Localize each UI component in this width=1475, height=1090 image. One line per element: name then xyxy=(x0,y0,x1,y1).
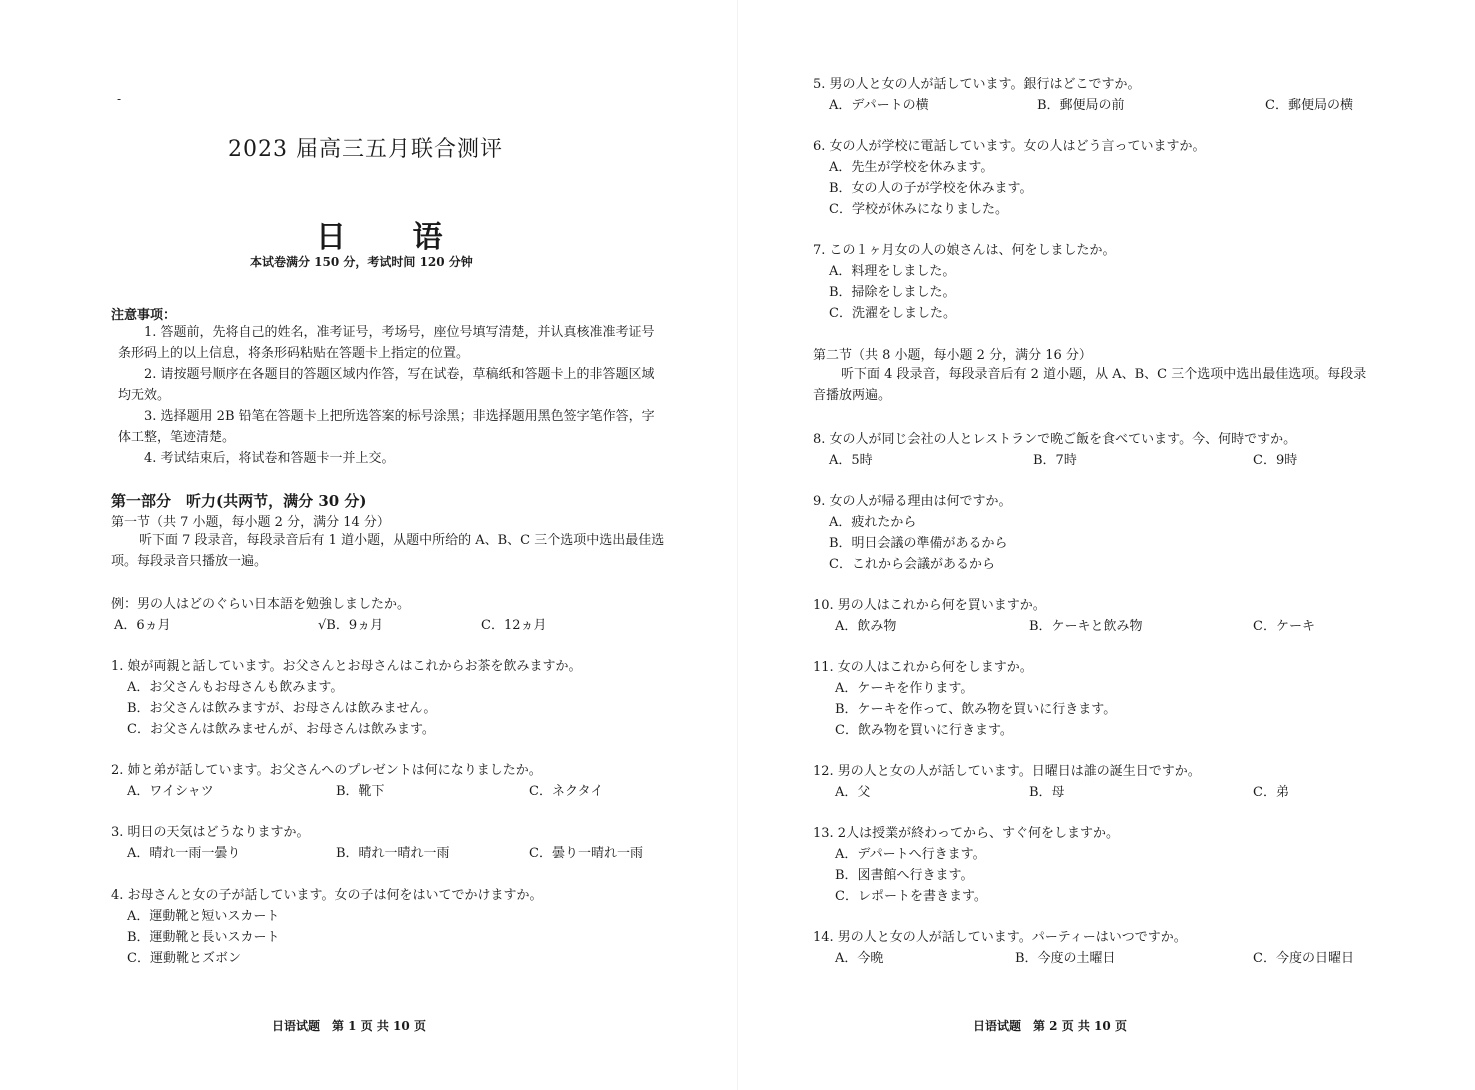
question-stem: 10. 男の人はこれから何を買いますか。 xyxy=(813,598,1046,613)
option-c: C．弟 xyxy=(1253,785,1289,800)
question-stem: 9. 女の人が帰る理由は何ですか。 xyxy=(813,494,1012,509)
question-12 xyxy=(813,761,1453,803)
option-c: C．これから会議があるから xyxy=(829,557,995,572)
question-2 xyxy=(111,760,711,802)
option-b: B．図書館へ行きます。 xyxy=(835,868,974,883)
question-9 xyxy=(813,491,1453,575)
question-3 xyxy=(111,822,711,864)
option-c: C．運動靴とズボン xyxy=(127,951,241,966)
question-stem: 11. 女の人はこれから何をしますか。 xyxy=(813,660,1033,675)
option-a: A．先生が学校を休みます。 xyxy=(829,160,994,175)
notice-heading: 注意事项： xyxy=(111,308,177,323)
page-footer: 日语试题 第 1 页 共 10 页 xyxy=(272,1019,426,1033)
question-stem: 13. 2人は授業が終わってから、すぐ何をしますか。 xyxy=(813,826,1119,841)
option-a: A．デパートの横 xyxy=(829,98,929,113)
question-13 xyxy=(813,823,1453,907)
option-c: C．学校が休みになりました。 xyxy=(829,202,1008,217)
question-7 xyxy=(813,240,1453,324)
option-b: √B．9ヵ月 xyxy=(318,618,384,633)
option-c: C．郵便局の横 xyxy=(1265,98,1353,113)
question-stem: 14. 男の人と女の人が話しています。パーティーはいつですか。 xyxy=(813,930,1187,945)
question-1 xyxy=(111,656,711,740)
section-heading: 第二节（共 8 小题，每小题 2 分，满分 16 分） xyxy=(813,348,1092,363)
option-c: C．12ヵ月 xyxy=(481,618,547,633)
section-instructions: 听下面 4 段录音，每段录音后有 2 道小题，从 A、B、C 三个选项中选出最佳选项。每段录音播放两遍。 xyxy=(813,367,1367,403)
exam-title: 2023 届高三五月联合测评 xyxy=(228,137,503,162)
question-stem: 7. この１ヶ月女の人の娘さんは、何をしましたか。 xyxy=(813,243,1116,258)
option-b: B．今度の土曜日 xyxy=(1015,951,1116,966)
option-b: B．靴下 xyxy=(336,784,385,799)
option-a: A．ケーキを作ります。 xyxy=(835,681,974,696)
question-stem: 8. 女の人が同じ会社の人とレストランで晩ご飯を食べています。今、何時ですか。 xyxy=(813,432,1297,447)
question-stem: 3. 明日の天気はどうなりますか。 xyxy=(111,825,310,840)
exam-subject: 日 语 xyxy=(316,220,471,255)
option-a: A．今晩 xyxy=(835,951,884,966)
question-stem: 1. 娘が両親と話しています。お父さんとお母さんはこれからお茶を飲みますか。 xyxy=(111,659,582,674)
question-5 xyxy=(813,74,1453,116)
option-b: B．ケーキと飲み物 xyxy=(1029,619,1143,634)
page-footer: 日语试题 第 2 页 共 10 页 xyxy=(973,1019,1127,1033)
option-b: B．女の人の子が学校を休みます。 xyxy=(829,181,1033,196)
option-a: A．お父さんもお母さんも飲みます。 xyxy=(127,680,344,695)
question-14 xyxy=(813,927,1453,969)
option-b: B．明日会議の準備があるから xyxy=(829,536,1008,551)
option-c: C．飲み物を買いに行きます。 xyxy=(835,723,1013,738)
section-heading: 第一节（共 7 小题，每小题 2 分，满分 14 分） xyxy=(111,515,390,530)
option-c: C．曇り一晴れ一雨 xyxy=(529,846,643,861)
option-a: A．晴れ一雨一曇り xyxy=(127,846,241,861)
option-a: A．料理をしました。 xyxy=(829,264,956,279)
section-instructions: 听下面 7 段录音，每段录音后有 1 道小题，从题中所给的 A、B、C 三个选项中选出最佳选项。每段录音只播放一遍。 xyxy=(111,533,665,569)
option-a: A．疲れたから xyxy=(829,515,917,530)
question-stem: 4. お母さんと女の子が話しています。女の子は何をはいてでかけますか。 xyxy=(111,888,543,903)
question-11 xyxy=(813,657,1453,741)
option-a: A．父 xyxy=(835,785,871,800)
exam-meta: 本试卷满分 150 分，考试时间 120 分钟 xyxy=(250,255,473,269)
question-4 xyxy=(111,885,711,969)
notice-item: 3. 选择题用 2B 铅笔在答题卡上把所选答案的标号涂黑；非选择题用黑色签字笔作答，字体工整，笔迹清楚。 xyxy=(118,409,655,445)
scan-mark: - xyxy=(117,92,122,106)
question-stem: 6. 女の人が学校に電話しています。女の人はどう言っていますか。 xyxy=(813,139,1206,154)
option-b: B．運動靴と長いスカート xyxy=(127,930,280,945)
option-c: C．レポートを書きます。 xyxy=(835,889,987,904)
option-a: A．5時 xyxy=(829,453,873,468)
option-a: A．6ヵ月 xyxy=(114,618,171,633)
option-a: A．ワイシャツ xyxy=(127,784,214,799)
notice-item: 1. 答题前，先将自己的姓名，准考证号，考场号，座位号填写清楚，并认真核准准考证号条形码上的以上信息，将条形码粘贴在答题卡上指定的位置。 xyxy=(118,325,655,361)
question-stem: 2. 姉と弟が話しています。お父さんへのプレゼントは何になりましたか。 xyxy=(111,763,542,778)
question-6 xyxy=(813,136,1453,220)
question-stem: 5. 男の人と女の人が話しています。銀行はどこですか。 xyxy=(813,77,1141,92)
option-c: C．今度の日曜日 xyxy=(1253,951,1354,966)
option-a: A．飲み物 xyxy=(835,619,897,634)
example-question xyxy=(111,594,711,636)
option-c: C．ネクタイ xyxy=(529,784,604,799)
notice-item: 4. 考试结束后，将试卷和答题卡一并上交。 xyxy=(144,451,395,466)
option-b: B．掃除をしました。 xyxy=(829,285,956,300)
option-a: A．運動靴と短いスカート xyxy=(127,909,280,924)
option-c: C．洗濯をしました。 xyxy=(829,306,956,321)
notice-item: 2. 请按题号顺序在各题目的答题区域内作答，写在试卷，草稿纸和答题卡上的非答题区域均无效。 xyxy=(118,367,655,403)
option-b: B．郵便局の前 xyxy=(1037,98,1125,113)
question-10 xyxy=(813,595,1453,637)
option-b: B．お父さんは飲みますが、お母さんは飲みません。 xyxy=(127,701,437,716)
option-c: C．9時 xyxy=(1253,453,1298,468)
option-c: C．お父さんは飲みませんが、お母さんは飲みます。 xyxy=(127,722,435,737)
option-a: A．デパートへ行きます。 xyxy=(835,847,986,862)
exam-page-1 xyxy=(0,0,737,1090)
question-stem: 12. 男の人と女の人が話しています。日曜日は誰の誕生日ですか。 xyxy=(813,764,1201,779)
part-heading: 第一部分 听力(共两节，满分 30 分) xyxy=(111,492,367,510)
option-b: B．母 xyxy=(1029,785,1065,800)
option-b: B．7時 xyxy=(1033,453,1077,468)
option-b: B．ケーキを作って、飲み物を買いに行きます。 xyxy=(835,702,1117,717)
exam-page-2 xyxy=(737,0,1475,1090)
question-stem: 例：男の人はどのぐらい日本語を勉強しましたか。 xyxy=(111,597,411,612)
option-b: B．晴れ一晴れ一雨 xyxy=(336,846,450,861)
option-c: C．ケーキ xyxy=(1253,619,1315,634)
question-8 xyxy=(813,429,1453,471)
